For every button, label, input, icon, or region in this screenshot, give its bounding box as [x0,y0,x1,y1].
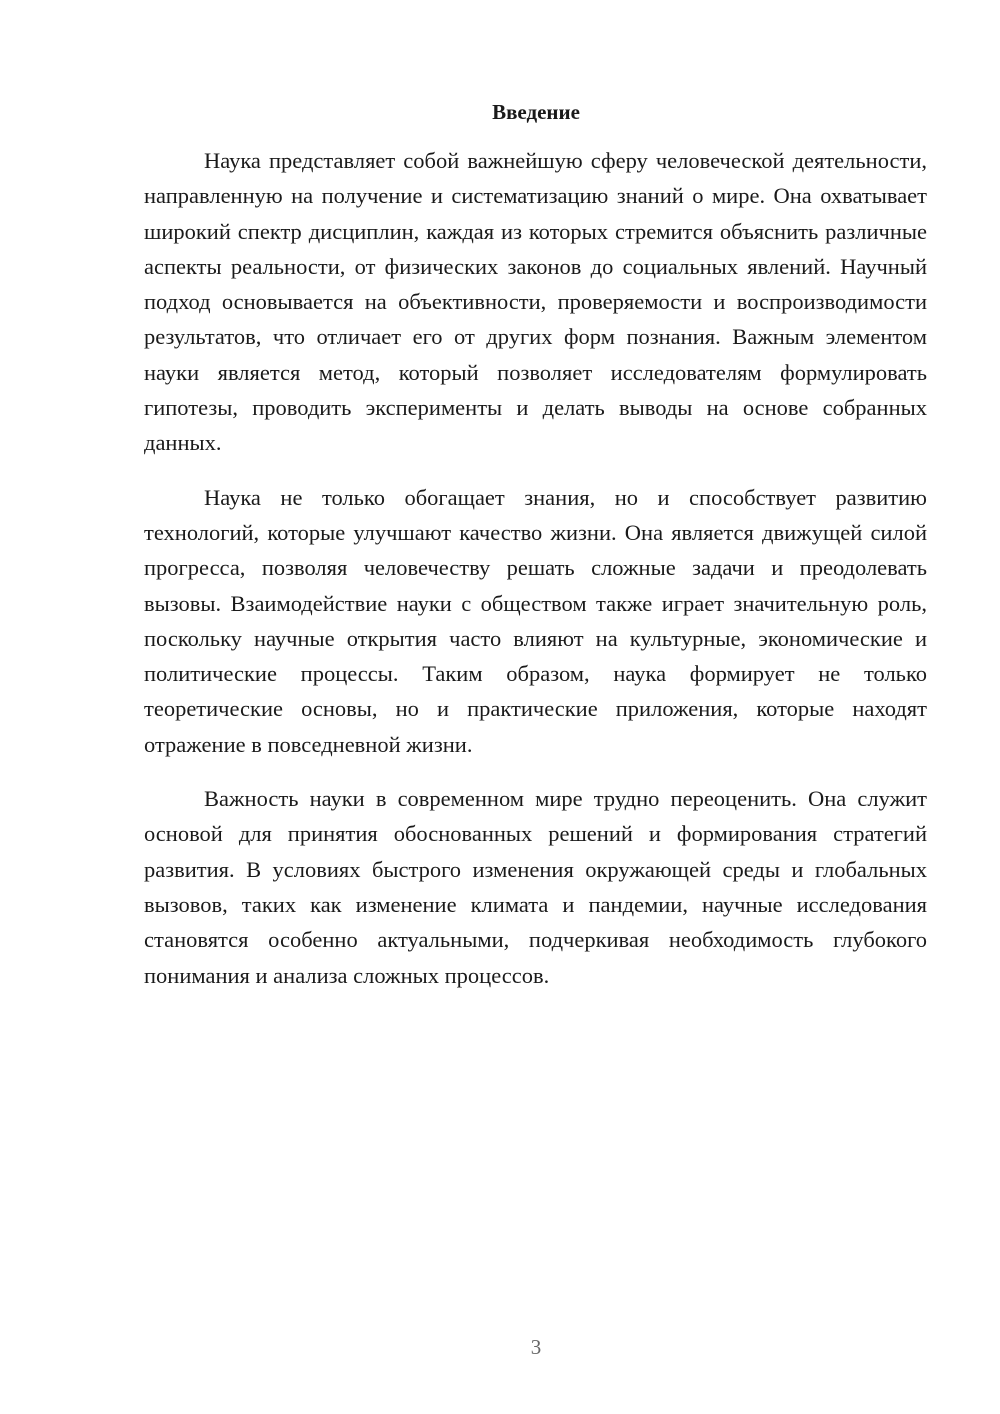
body-text [144,143,927,1012]
paragraph-2: Наука не только обогащает знания, но и способствует развитию технологий, которые улучшают качество жизни. Она является движущей силой прогресса, позволяя человечеству решать сложные задачи и преодолевать вызовы. Взаимодействие науки с обществом также играет значительную роль, поскольку научные открытия часто влияют на культурные, экономические и политические процессы. Таким образом, наука формирует не только теоретические основы, но и практические приложения, которые находят отражение в повседневной жизни. [144,484,927,757]
page-number: 3 [530,1335,542,1359]
section-heading: Введение [492,100,580,124]
paragraph-3: Важность науки в современном мире трудно переоценить. Она служит основой для принятия обоснованных решений и формирования стратегий развития. В условиях быстрого изменения окружающей среды и глобальных вызовов, таких как изменение климата и пандемии, научные исследования становятся особенно актуальными, подчеркивая необходимость глубокого понимания и анализа сложных процессов. [144,786,927,988]
paragraph-1: Наука представляет собой важнейшую сферу человеческой деятельности, направленную на получение и систематизацию знаний о мире. Она охватывает широкий спектр дисциплин, каждая из которых стремится объяснить различные аспекты реальности, от физических законов до социальных явлений. Научный подход основывается на объективности, проверяемости и воспроизводимости результатов, что отличает его от других форм познания. Важным элементом науки является метод, который позволяет исследователям формулировать гипотезы, проводить эксперименты и делать выводы на основе собранных данных. [144,148,927,456]
